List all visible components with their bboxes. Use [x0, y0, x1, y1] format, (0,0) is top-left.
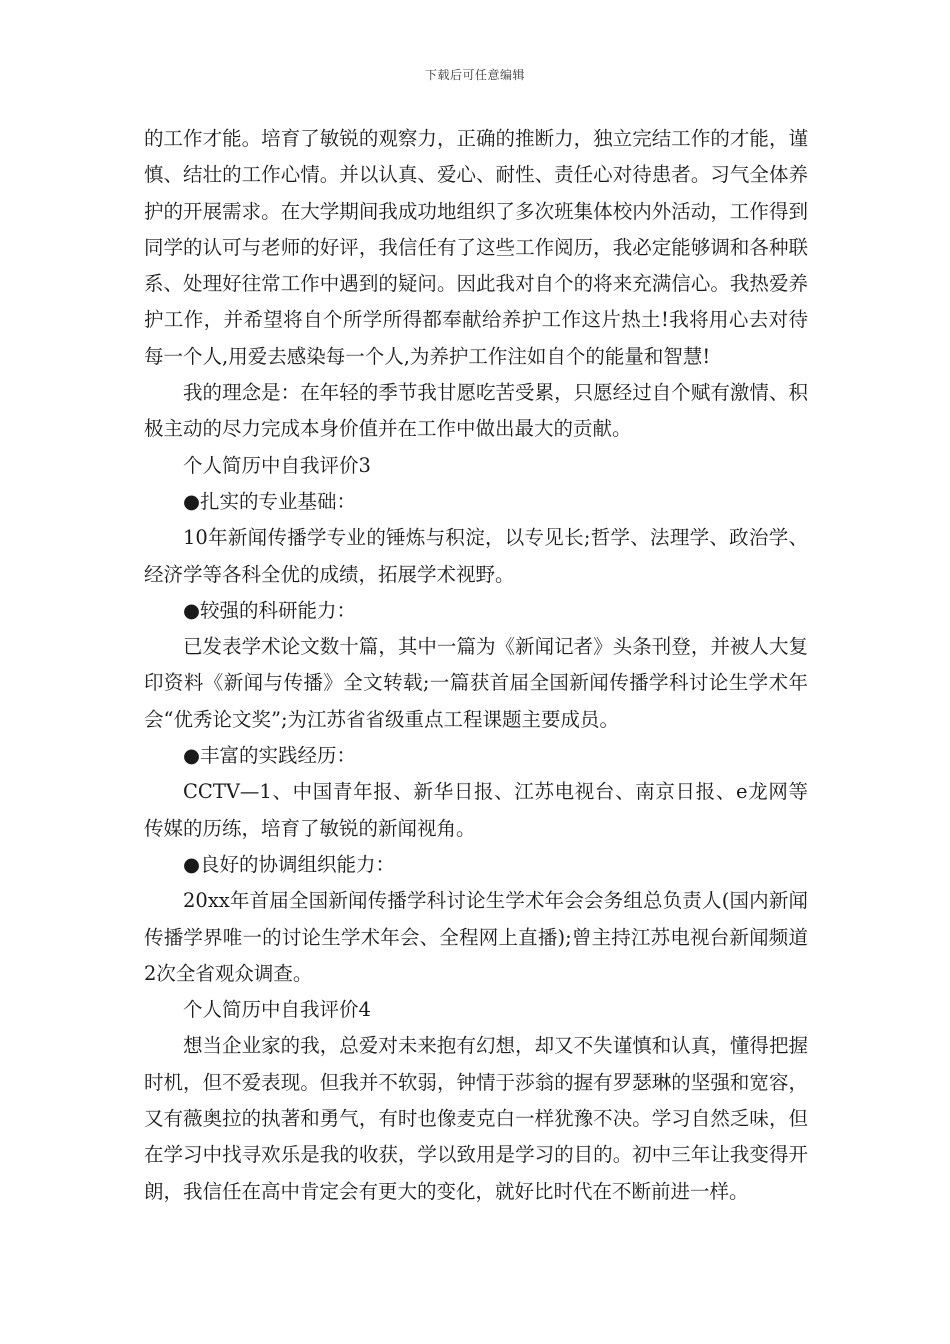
paragraph-foundation: 10年新闻传播学专业的锤炼与积淀，以专见长;哲学、法理学、政治学、经济学等各科全优的成绩，拓展学术视野。 — [144, 526, 808, 586]
document-body — [144, 121, 808, 1210]
section-heading-4: 个人简历中自我评价4 — [183, 998, 371, 1022]
paragraph-philosophy: 我的理念是：在年轻的季节我甘愿吃苦受累，只愿经过自个赋有激情、积极主动的尽力完成本身价值并在工作中做出最大的贡献。 — [144, 381, 808, 441]
paragraph-research: 已发表学术论文数十篇，其中一篇为《新闻记者》头条刊登，并被人大复印资料《新闻与传播》全文转载;一篇获首届全国新闻传播学科讨论生学术年会“优秀论文奖”;为江苏省省级重点工程课题主要成员。 — [144, 635, 808, 731]
paragraph-entrepreneur: 想当企业家的我，总爱对未来抱有幻想，却又不失谨慎和认真，懂得把握时机，但不爱表现。但我并不软弱，钟情于莎翁的握有罗瑟琳的坚强和宽容，又有薇奥拉的执著和勇气，有时也像麦克白一样犹豫不决。学习自然乏味，但在学习中找寻欢乐是我的收获，学以致用是学习的目的。初中三年让我变得开朗，我信任在高中肯定会有更大的变化，就好比时代在不断前进一样。 — [144, 1034, 808, 1203]
paragraph-continuation: 的工作才能。培育了敏锐的观察力，正确的推断力，独立完结工作的才能，谨慎、结壮的工作心情。并以认真、爱心、耐性、责任心对待患者。习气全体养护的开展需求。在大学期间我成功地组织了多次班集体校内外活动，工作得到同学的认可与老师的好评，我信任有了这些工作阅历，我必定能够调和各种联系、处理好往常工作中遇到的疑问。因此我对自个的将来充满信心。我热爱养护工作，并希望将自个所学所得都奉献给养护工作这片热土!我将用心去对待每一个人,用爱去感染每一个人,为养护工作注如自个的能量和智慧! — [144, 127, 808, 368]
bullet-heading-practice: ●丰富的实践经历： — [183, 744, 357, 768]
bullet-heading-foundation: ●扎实的专业基础： — [183, 489, 357, 513]
section-heading-3: 个人简历中自我评价3 — [183, 453, 371, 477]
paragraph-coordination: 20xx年首届全国新闻传播学科讨论生学术年会会务组总负责人(国内新闻传播学界唯一的讨论生学术年会、全程网上直播);曾主持江苏电视台新闻频道2次全省观众调查。 — [144, 889, 808, 985]
bullet-heading-research: ●较强的科研能力： — [183, 598, 357, 622]
bullet-heading-coordination: ●良好的协调组织能力： — [183, 852, 396, 876]
paragraph-practice: CCTV—1、中国青年报、新华日报、江苏电视台、南京日报、e龙网等传媒的历练，培育了敏锐的新闻视角。 — [144, 780, 808, 840]
page-header: 下载后可任意编辑 — [424, 68, 525, 82]
